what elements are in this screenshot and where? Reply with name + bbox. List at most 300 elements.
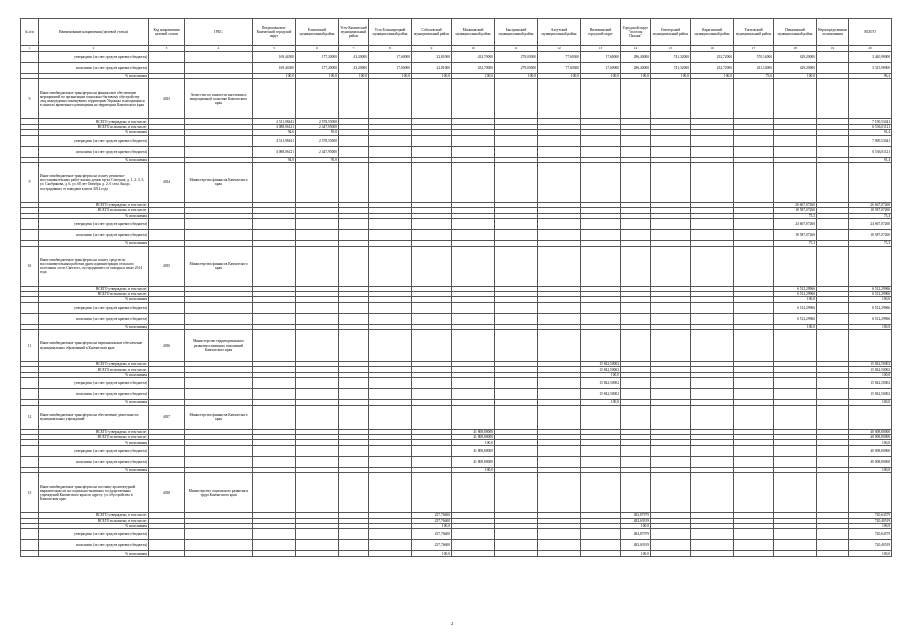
value-cell: 100,0 — [581, 74, 621, 79]
value-cell: 100,0 — [452, 74, 495, 79]
row-label: ВСЕГО утверждено, в том числе: — [39, 202, 149, 207]
section-row — [21, 473, 892, 513]
empty-cell — [253, 230, 296, 241]
empty-cell — [651, 378, 691, 389]
value-cell: 15 842,50002 — [581, 378, 621, 389]
empty-cell — [369, 330, 412, 362]
value-cell: 169,44300 — [253, 52, 296, 63]
value-cell: 75,3 — [774, 241, 817, 246]
empty-cell — [296, 551, 339, 556]
row-label: % исполнения — [39, 400, 149, 405]
value-cell: 6 512,29966 — [849, 291, 892, 296]
empty-cell — [253, 405, 296, 429]
empty-cell — [452, 246, 495, 286]
section-name: Иные межбюджетные трансферты на обеспечение деятельности муниципальных учреждений — [39, 405, 149, 429]
section-grbs: Министерство финансов Камчатского края — [185, 246, 253, 286]
empty-cell — [495, 378, 538, 389]
empty-cell — [651, 551, 691, 556]
section-row — [21, 79, 892, 119]
empty-cell — [651, 389, 691, 400]
value-cell: 41 808,80000 — [452, 429, 495, 434]
empty-cell — [495, 445, 538, 456]
empty-cell — [651, 313, 691, 324]
row-label: ВСЕГО исполнено, в том числе: — [39, 208, 149, 213]
value-cell: 96,4 — [849, 74, 892, 79]
empty-cell — [849, 330, 892, 362]
empty-cell — [296, 473, 339, 513]
empty-cell — [412, 378, 452, 389]
value-cell: 432,70000 — [452, 63, 495, 74]
empty-cell — [185, 529, 253, 540]
empty-cell — [691, 230, 734, 241]
empty-cell — [651, 230, 691, 241]
empty-cell — [185, 230, 253, 241]
empty-cell — [296, 529, 339, 540]
empty-cell — [495, 230, 538, 241]
row-label: % исполнения — [39, 241, 149, 246]
value-cell: 6 512,29966 — [774, 302, 817, 313]
table-row — [21, 302, 892, 313]
column-number: 13 — [581, 46, 621, 52]
value-cell: 286,40000 — [621, 52, 651, 63]
value-cell: 6 536,01121 — [849, 124, 892, 129]
empty-cell — [185, 378, 253, 389]
row-label: утверждено (за счет средств краевого бюджета) — [39, 135, 149, 146]
value-cell: 18 587,07260 — [774, 230, 817, 241]
row-label: % исполнения — [39, 130, 149, 135]
empty-cell — [651, 146, 691, 157]
empty-cell — [339, 246, 369, 286]
empty-cell — [774, 456, 817, 467]
empty-cell — [849, 79, 892, 119]
value-cell: 6 512,29966 — [849, 286, 892, 291]
empty-cell — [817, 456, 849, 467]
section-row — [21, 405, 892, 429]
row-label: ВСЕГО утверждено, в том числе: — [39, 362, 149, 367]
empty-cell — [495, 302, 538, 313]
empty-cell — [651, 456, 691, 467]
empty-cell — [339, 79, 369, 119]
row-label: ВСЕГО исполнено, в том числе: — [39, 124, 149, 129]
value-cell: 432,70000 — [452, 52, 495, 63]
empty-cell — [691, 551, 734, 556]
empty-cell — [339, 389, 369, 400]
section-grbs: Министерство социального развития и труда Камчатского края — [185, 473, 253, 513]
column-number: 9 — [412, 46, 452, 52]
row-label: % исполнения — [39, 324, 149, 329]
empty-cell — [296, 456, 339, 467]
empty-cell — [21, 63, 39, 74]
empty-cell — [774, 405, 817, 429]
empty-cell — [149, 135, 185, 146]
empty-cell — [412, 246, 452, 286]
empty-cell — [538, 313, 581, 324]
empty-cell — [149, 302, 185, 313]
value-cell: 100,0 — [849, 324, 892, 329]
empty-cell — [339, 302, 369, 313]
empty-cell — [495, 551, 538, 556]
value-cell: 3 440,98000 — [849, 52, 892, 63]
empty-cell — [651, 405, 691, 429]
value-cell: 43,20000 — [339, 52, 369, 63]
empty-cell — [369, 378, 412, 389]
empty-cell — [21, 445, 39, 456]
value-cell: 94,6 — [253, 130, 296, 135]
value-cell: 6 512,29966 — [849, 313, 892, 324]
empty-cell — [817, 330, 849, 362]
empty-cell — [253, 456, 296, 467]
value-cell: 100,0 — [774, 74, 817, 79]
column-header: Елизовский муниципальный район — [296, 19, 339, 46]
empty-cell — [691, 445, 734, 456]
value-cell: 100,0 — [581, 400, 621, 405]
value-cell: 75,3 — [774, 213, 817, 218]
value-cell: 100,0 — [621, 74, 651, 79]
empty-cell — [538, 219, 581, 230]
empty-cell — [621, 302, 651, 313]
value-cell: 100,0 — [296, 74, 339, 79]
column-header: Вилючинский городской округ — [581, 19, 621, 46]
empty-cell — [621, 330, 651, 362]
value-cell: 40 008,80000 — [849, 445, 892, 456]
empty-cell — [495, 162, 538, 202]
value-cell: 15 842,50002 — [849, 378, 892, 389]
empty-cell — [149, 389, 185, 400]
section-row — [21, 330, 892, 362]
empty-cell — [412, 79, 452, 119]
section-grbs: Министерство финансов Камчатского края — [185, 405, 253, 429]
empty-cell — [538, 162, 581, 202]
empty-cell — [296, 378, 339, 389]
empty-cell — [774, 146, 817, 157]
value-cell: 6 536,01121 — [849, 146, 892, 157]
table-row — [21, 313, 892, 324]
empty-cell — [734, 405, 774, 429]
value-cell: 741,32000 — [651, 63, 691, 74]
empty-cell — [495, 456, 538, 467]
empty-cell — [369, 302, 412, 313]
empty-cell — [691, 302, 734, 313]
value-cell: 6 512,29966 — [774, 286, 817, 291]
empty-cell — [253, 219, 296, 230]
empty-cell — [253, 445, 296, 456]
empty-cell — [734, 529, 774, 540]
empty-cell — [412, 219, 452, 230]
empty-cell — [412, 146, 452, 157]
column-header: Усть-Большерецкий муниципальный район — [369, 19, 412, 46]
value-cell: 482,87979 — [621, 529, 651, 540]
empty-cell — [339, 405, 369, 429]
empty-cell — [817, 540, 849, 551]
empty-cell — [369, 540, 412, 551]
empty-cell — [495, 389, 538, 400]
column-number: 8 — [369, 46, 412, 52]
value-cell: 232,72000 — [691, 52, 734, 63]
empty-cell — [817, 378, 849, 389]
empty-cell — [817, 63, 849, 74]
empty-cell — [734, 551, 774, 556]
empty-cell — [452, 473, 495, 513]
empty-cell — [774, 445, 817, 456]
empty-cell — [149, 540, 185, 551]
empty-cell — [621, 473, 651, 513]
empty-cell — [774, 330, 817, 362]
empty-cell — [253, 302, 296, 313]
empty-cell — [817, 246, 849, 286]
empty-cell — [369, 473, 412, 513]
value-cell: 100,0 — [651, 74, 691, 79]
section-grbs: Министерство территориального развития и внешних отношений Камчатского края — [185, 330, 253, 362]
row-label: % исполнения — [39, 523, 149, 528]
row-label: утверждено (за счет средств краевого бюджета) — [39, 529, 149, 540]
empty-cell — [651, 473, 691, 513]
empty-cell — [691, 162, 734, 202]
empty-cell — [621, 405, 651, 429]
section-code: 4034 — [149, 162, 185, 202]
value-cell: 6 512,29966 — [774, 313, 817, 324]
value-cell: 482,63919 — [621, 518, 651, 523]
empty-cell — [149, 445, 185, 456]
empty-cell — [339, 540, 369, 551]
section-name: Иные межбюджетные трансферты на поставку архитектурной выразительности на социально-значимых государственных учреждений Камчатского края по адресу: ул. обустройство в Камчатском крае — [39, 473, 149, 513]
empty-cell — [21, 456, 39, 467]
empty-cell — [149, 63, 185, 74]
empty-cell — [21, 230, 39, 241]
empty-cell — [339, 551, 369, 556]
empty-cell — [774, 378, 817, 389]
empty-cell — [581, 405, 621, 429]
empty-cell — [21, 135, 39, 146]
table-row — [21, 230, 892, 241]
value-cell: 2 578,55000 — [296, 119, 339, 124]
empty-cell — [296, 330, 339, 362]
value-cell: 100,0 — [412, 74, 452, 79]
empty-cell — [581, 230, 621, 241]
empty-cell — [369, 456, 412, 467]
budget-execution-table — [20, 18, 892, 557]
empty-cell — [339, 219, 369, 230]
empty-cell — [185, 63, 253, 74]
empty-cell — [621, 146, 651, 157]
value-cell: 482,63919 — [621, 540, 651, 551]
empty-cell — [734, 219, 774, 230]
table-row — [21, 63, 892, 74]
empty-cell — [369, 219, 412, 230]
empty-cell — [817, 445, 849, 456]
empty-cell — [621, 389, 651, 400]
empty-cell — [253, 551, 296, 556]
empty-cell — [495, 79, 538, 119]
value-cell: 100,0 — [452, 440, 495, 445]
value-cell: 41 808,80000 — [452, 456, 495, 467]
value-cell: 18 587,07260 — [849, 230, 892, 241]
empty-cell — [185, 219, 253, 230]
empty-cell — [185, 302, 253, 313]
empty-cell — [452, 230, 495, 241]
value-cell: 570,14000 — [734, 52, 774, 63]
value-cell: 720,64579 — [849, 513, 892, 518]
empty-cell — [21, 302, 39, 313]
empty-cell — [296, 540, 339, 551]
empty-cell — [581, 219, 621, 230]
value-cell: 15 842,50002 — [849, 389, 892, 400]
value-cell: 3 315,98000 — [849, 63, 892, 74]
empty-cell — [149, 52, 185, 63]
empty-cell — [412, 456, 452, 467]
empty-cell — [621, 219, 651, 230]
empty-cell — [817, 389, 849, 400]
value-cell: 100,0 — [849, 297, 892, 302]
row-label: % исполнения — [39, 551, 149, 556]
row-label: ВСЕГО утверждено, в том числе: — [39, 286, 149, 291]
section-no: 13 — [21, 473, 39, 513]
empty-cell — [149, 313, 185, 324]
empty-cell — [691, 246, 734, 286]
value-cell: 100,0 — [412, 551, 452, 556]
column-header: Наименование направления (целевой статьи) — [39, 19, 149, 46]
row-label: исполнено (за счет средств краевого бюджета) — [39, 230, 149, 241]
row-label: % исполнения — [39, 297, 149, 302]
value-cell: 720,64579 — [849, 529, 892, 540]
column-number: 18 — [774, 46, 817, 52]
value-cell: 100,0 — [691, 74, 734, 79]
empty-cell — [495, 246, 538, 286]
column-number: 6 — [296, 46, 339, 52]
empty-cell — [296, 302, 339, 313]
empty-cell — [412, 162, 452, 202]
empty-cell — [296, 445, 339, 456]
empty-cell — [581, 456, 621, 467]
empty-cell — [651, 540, 691, 551]
empty-cell — [651, 219, 691, 230]
value-cell: 100,0 — [849, 551, 892, 556]
value-cell: 15 842,50002 — [849, 362, 892, 367]
value-cell: 17,60000 — [369, 63, 412, 74]
empty-cell — [149, 146, 185, 157]
empty-cell — [296, 246, 339, 286]
empty-cell — [369, 146, 412, 157]
value-cell: 15 842,50002 — [581, 389, 621, 400]
empty-cell — [774, 551, 817, 556]
column-header: № п/п — [21, 19, 39, 46]
empty-cell — [581, 79, 621, 119]
empty-cell — [774, 162, 817, 202]
column-number: 7 — [339, 46, 369, 52]
value-cell: 4 088,06121 — [253, 124, 296, 129]
value-cell: 6 512,29966 — [774, 291, 817, 296]
empty-cell — [253, 246, 296, 286]
empty-cell — [185, 52, 253, 63]
empty-cell — [253, 378, 296, 389]
empty-cell — [452, 540, 495, 551]
value-cell: 177,20000 — [296, 63, 339, 74]
value-cell: 7 090,53441 — [849, 135, 892, 146]
empty-cell — [412, 135, 452, 146]
row-label: % исполнения — [39, 74, 149, 79]
empty-cell — [185, 540, 253, 551]
column-number: 10 — [452, 46, 495, 52]
empty-cell — [253, 162, 296, 202]
value-cell: 15 842,50002 — [581, 367, 621, 372]
value-cell: 237,76600 — [412, 513, 452, 518]
empty-cell — [369, 313, 412, 324]
empty-cell — [185, 389, 253, 400]
empty-cell — [253, 313, 296, 324]
column-number: 5 — [253, 46, 296, 52]
empty-cell — [621, 246, 651, 286]
empty-cell — [21, 540, 39, 551]
value-cell: 100,0 — [849, 523, 892, 528]
value-cell: 7 190,53441 — [849, 119, 892, 124]
empty-cell — [452, 162, 495, 202]
empty-cell — [691, 219, 734, 230]
value-cell: 22,81000 — [412, 63, 452, 74]
section-code: 4038 — [149, 473, 185, 513]
empty-cell — [21, 219, 39, 230]
value-cell: 482,87979 — [621, 513, 651, 518]
empty-cell — [339, 230, 369, 241]
value-cell: 15 842,50002 — [581, 362, 621, 367]
empty-cell — [621, 378, 651, 389]
column-header: Пенжинский муниципальный район — [774, 19, 817, 46]
value-cell: 91,4 — [849, 130, 892, 135]
value-cell: 18 587,07260 — [774, 208, 817, 213]
row-label: % исполнения — [39, 372, 149, 377]
value-cell: 100,0 — [621, 523, 651, 528]
row-label: % исполнения — [39, 157, 149, 162]
empty-cell — [691, 330, 734, 362]
value-cell: 26 667,07260 — [849, 202, 892, 207]
section-name: Иные межбюджетные трансферты на оплату ремонтно-восстановительных работ жилых домов пр-кт Степуков, д. 1, 2, 3, 5, ул. Скобрикова, д. 6, ул. 60 лет Октября, д. 2, 6 села Анадо, пострадавших от паводков в июле 2014 года — [39, 162, 149, 202]
empty-cell — [452, 79, 495, 119]
row-label: ВСЕГО утверждено, в том числе: — [39, 119, 149, 124]
empty-cell — [538, 230, 581, 241]
empty-cell — [185, 551, 253, 556]
column-header: ВСЕГО — [849, 19, 892, 46]
empty-cell — [412, 302, 452, 313]
empty-cell — [581, 473, 621, 513]
column-number: 17 — [734, 46, 774, 52]
empty-cell — [369, 230, 412, 241]
value-cell: 77,60300 — [538, 52, 581, 63]
section-code: 4033 — [149, 79, 185, 119]
empty-cell — [734, 378, 774, 389]
value-cell: 100,0 — [849, 467, 892, 472]
empty-cell — [149, 219, 185, 230]
empty-cell — [21, 389, 39, 400]
empty-cell — [296, 230, 339, 241]
row-label: исполнено (за счет средств краевого бюджета) — [39, 456, 149, 467]
empty-cell — [369, 79, 412, 119]
empty-cell — [495, 146, 538, 157]
empty-cell — [185, 313, 253, 324]
table-row — [21, 529, 892, 540]
value-cell: 2 578,55000 — [296, 135, 339, 146]
empty-cell — [691, 473, 734, 513]
empty-cell — [734, 302, 774, 313]
empty-cell — [369, 389, 412, 400]
column-header: Быстринский муниципальный район — [495, 19, 538, 46]
row-label: утверждено (за счет средств краевого бюджета) — [39, 52, 149, 63]
table-row — [21, 135, 892, 146]
empty-cell — [452, 146, 495, 157]
empty-cell — [452, 529, 495, 540]
empty-cell — [253, 330, 296, 362]
column-header: Городской округ "поселок Палана" — [621, 19, 651, 46]
empty-cell — [621, 313, 651, 324]
empty-cell — [538, 79, 581, 119]
value-cell: 100,0 — [849, 440, 892, 445]
